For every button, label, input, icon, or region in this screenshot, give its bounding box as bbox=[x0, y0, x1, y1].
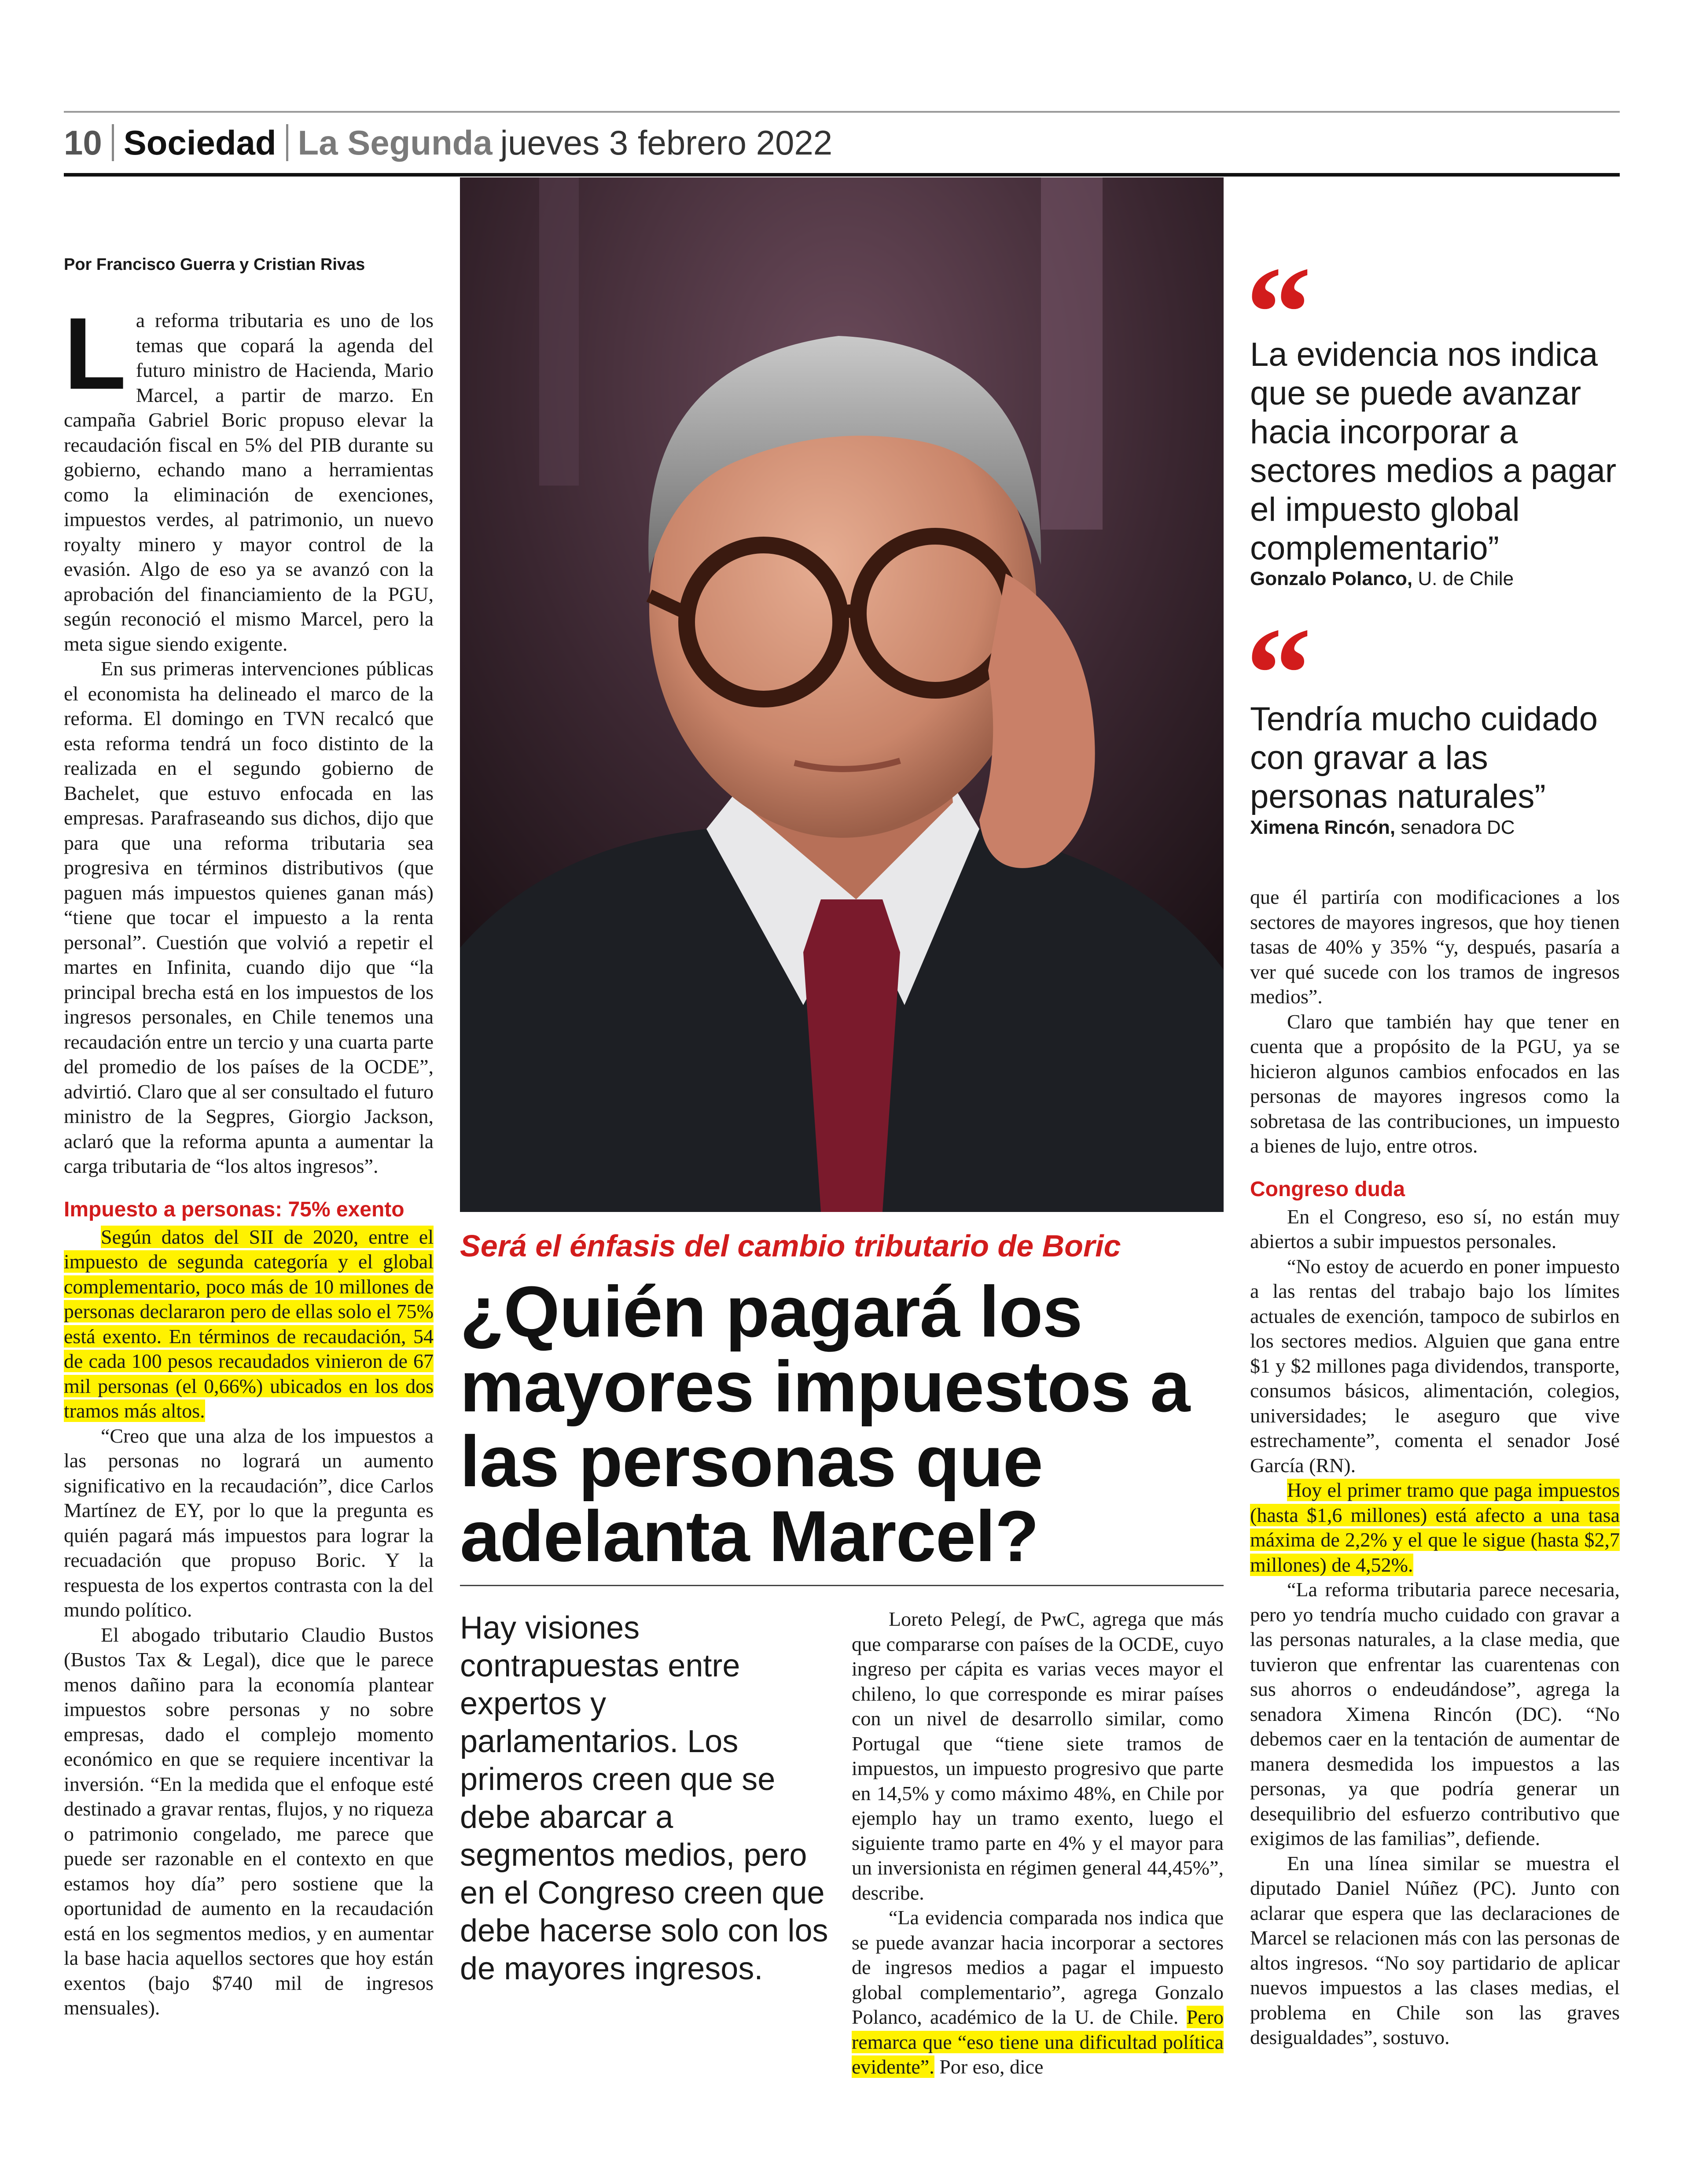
page-header bbox=[64, 114, 832, 172]
article-paragraph: En el Congreso, eso sí, no están muy abiertos a subir impuestos personales. bbox=[1250, 1205, 1620, 1252]
header-bottom-rule bbox=[64, 173, 1620, 177]
quote-attribution bbox=[1250, 817, 1515, 839]
pull-quote: La evidencia nos indica que se puede avanzar hacia incorporar a sectores medios a pagar el impuesto global complementario” bbox=[1250, 336, 1617, 567]
section-name: Sociedad bbox=[123, 123, 276, 162]
article-paragraph: “Creo que una alza de los impuestos a las personas no logrará un aumento significativo en la recaudación”, dice Carlos Martínez de EY, por lo que la pregunta es quién pagará más impuestos para lograr la recuadación que propuso Boric. Y la respuesta de los expertos contrasta con la del mundo político. bbox=[64, 1424, 434, 1621]
headline-rule bbox=[460, 1585, 1224, 1586]
highlighted-text: Según datos del SII de 2020, entre el impuesto de segunda categoría y el global complementario, poco más de 10 millones de personas declararon pero de ellas solo el 75% está exento. En términos de recaudación, 54 de cada 100 pesos recaudados vinieron de 67 mil personas (el 0,66%) ubicados en los dos tramos más altos. bbox=[64, 1225, 434, 1422]
portrait-photo bbox=[460, 177, 1224, 1212]
headline: ¿Quién pagará los mayores impuestos a las personas que adelanta Marcel? bbox=[460, 1271, 1190, 1576]
article-paragraph: El abogado tributario Claudio Bustos (Bustos Tax & Legal), dice que le parece menos dañino para la economía plantear impuestos sobre personas y no sobre empresas, dado el complejo momento económico en que se requiere incentivar la inversión. “En la medida que el enfoque esté destinado a gravar rentas, flujos, y no riqueza o patrimonio congelado, me parece que puede ser razonable en el contexto en que estamos hoy día” pero sostiene que la oportunidad de aumento en la recaudación está en los segmentos medios, y en aumentar la base hacia aquellos sectores que hoy están exentos (bajo $740 mil de ingresos mensuales). bbox=[64, 1623, 434, 2019]
subheading: Congreso duda bbox=[1250, 1177, 1405, 1201]
drop-cap: L bbox=[64, 297, 126, 411]
article-paragraph: Loreto Pelegí, de PwC, agrega que más que compararse con países de la OCDE, cuyo ingreso per cápita es varias veces mayor el chileno, lo que corresponde es mirar países con un nivel de desarrollo similar, como Portugal que “tiene siete tramos de impuestos, un impuesto progresivo que parte en 14,5% y como máximo 48%, en Chile por ejemplo hay un tramo exento, luego el siguiente tramo parte en 4% y el mayor para un inversionista en régimen general 44,45%”, describe. bbox=[852, 1608, 1224, 1904]
pull-quote: Tendría mucho cuidado con gravar a las personas naturales” bbox=[1250, 700, 1598, 815]
quote-mark-icon: “ bbox=[1246, 239, 1312, 386]
highlighted-text: Hoy el primer tramo que paga impuestos (hasta $1,6 millones) está afecto a una tasa máxima de 2,2% y el que le sigue (hasta $2,7 millones) de 4,52%. bbox=[1250, 1479, 1620, 1576]
paragraph-text: a reforma tributaria es uno de los temas que copará la agenda del futuro ministro de Hacienda, Mario Marcel, a partir de marzo. En campaña Gabriel Boric propuso elevar la recaudación fiscal en 5% del PIB durante su gobierno, echando mano a herramientas como la eliminación de exenciones, impuestos verdes, al patrimonio, un nuevo royalty minero y mayor control de la evasión. Algo de eso ya se avanzó con la aprobación del financiamiento de la PGU, según reconoció el mismo Marcel, pero la meta sigue siendo exigente. bbox=[64, 309, 434, 655]
quote-affiliation: senadora DC bbox=[1401, 817, 1515, 838]
article-paragraph bbox=[64, 297, 434, 656]
quote-author: Gonzalo Polanco, bbox=[1250, 568, 1413, 589]
article-paragraph bbox=[852, 1905, 1224, 2080]
header-divider bbox=[286, 124, 288, 161]
subheading: Impuesto a personas: 75% exento bbox=[64, 1197, 404, 1221]
article-column-2 bbox=[852, 1607, 1224, 2080]
article-paragraph: Claro que también hay que tener en cuenta que a propósito de la PGU, ya se hicieron algunos cambios enfocados en las personas de mayores ingresos como la sobretasa de las contribuciones, un impuesto a bienes de lujo, entre otros. bbox=[1250, 1010, 1620, 1157]
header-divider bbox=[112, 124, 114, 161]
publication-name: La Segunda bbox=[298, 123, 493, 162]
article-paragraph: “No estoy de acuerdo en poner impuesto a las rentas del trabajo bajo los límites actuales de exención, tampoco de subirlos en los sectores medios. Alguien que gana entre $1 y $2 millones paga dividendos, transporte, consumos básicos, alimentación, colegios, universidades; le aseguro que vive estrechamente”, comenta el senador José García (RN). bbox=[1250, 1255, 1620, 1477]
quote-author: Ximena Rincón, bbox=[1250, 817, 1396, 838]
deck: Hay visiones contrapuestas entre expertos y parlamentarios. Los primeros creen que se debe abarcar a segmentos medios, pero en el Congreso creen que debe hacerse solo con los de mayores ingresos. bbox=[460, 1610, 828, 1986]
article-column-1 bbox=[64, 297, 434, 2021]
quote-affiliation: U. de Chile bbox=[1418, 568, 1514, 589]
article-paragraph-highlighted bbox=[1250, 1478, 1620, 1577]
article-paragraph: que él partiría con modificaciones a los sectores de mayores ingresos, que hoy tienen tasas de 40% y 35% “y, después, pasaría a ver qué sucede con los tramos de ingresos medios”. bbox=[1250, 886, 1620, 1008]
article-paragraph: “La reforma tributaria parece necesaria, pero yo tendría mucho cuidado con gravar a las personas naturales, a la clase media, que tuvieron que enfrentar las cuarentenas con sus ahorros o endeudándose”, agrega la senadora Ximena Rincón (DC). “No debemos caer en la tentación de aumentar de manera desmedida los impuestos a las personas, ya que podría generar un desequilibrio del esfuerzo contributivo que exigimos de las familias”, defiende. bbox=[1250, 1578, 1620, 1849]
paragraph-text: “La evidencia comparada nos indica que se puede avanzar hacia incorporar a sectores de ingresos medios a pagar el impuesto global complementario”, agrega Gonzalo Polanco, académico de la U. de Chile. bbox=[852, 1906, 1224, 2028]
article-column-3 bbox=[1250, 885, 1620, 2050]
kicker: Será el énfasis del cambio tributario de Boric bbox=[460, 1229, 1121, 1263]
page-number: 10 bbox=[64, 123, 102, 162]
header-top-rule bbox=[64, 111, 1620, 113]
portrait-illustration bbox=[460, 177, 1224, 1212]
quote-attribution bbox=[1250, 568, 1514, 590]
article-paragraph: En sus primeras intervenciones públicas el economista ha delineado el marco de la reforma. El domingo en TVN recalcó que esta reforma tendrá un foco distinto de la realizada en el segundo gobierno de Bachelet, que estuvo enfocada en las empresas. Parafraseando sus dichos, dijo que para que una reforma tributaria sea progresiva en términos distributivos (que paguen más impuestos quienes ganan más) “tiene que tocar el impuesto a la renta personal”. Cuestión que volvió a repetir el martes en Infinita, cuando dijo que “la principal brecha está en los impuestos de los ingresos personales, en Chile tenemos una recaudación entre un tercio y una cuarta parte del promedio de los países de la OCDE”, advirtió. Claro que al ser consultado el futuro ministro de la Segpres, Giorgio Jackson, aclaró que la reforma apunta a aumentar la carga tributaria de “los altos ingresos”. bbox=[64, 657, 434, 1177]
paragraph-text: Por eso, dice bbox=[939, 2055, 1044, 2078]
highlighted-text: Pero remarca que “eso tiene una dificultad política evidente”. bbox=[852, 2006, 1224, 2078]
quote-mark-icon: “ bbox=[1246, 600, 1312, 747]
issue-date: jueves 3 febrero 2022 bbox=[500, 123, 833, 162]
article-paragraph-highlighted bbox=[64, 1225, 434, 1424]
byline: Por Francisco Guerra y Cristian Rivas bbox=[64, 255, 365, 274]
article-paragraph: En una línea similar se muestra el diputado Daniel Núñez (PC). Junto con aclarar que espera que las declaraciones de Marcel se relacionen más con las personas de altos ingresos. “No soy partidario de aplicar nuevos impuestos a las clases medias, el problema en Chile son las graves desigualdades”, sostuvo. bbox=[1250, 1852, 1620, 2048]
